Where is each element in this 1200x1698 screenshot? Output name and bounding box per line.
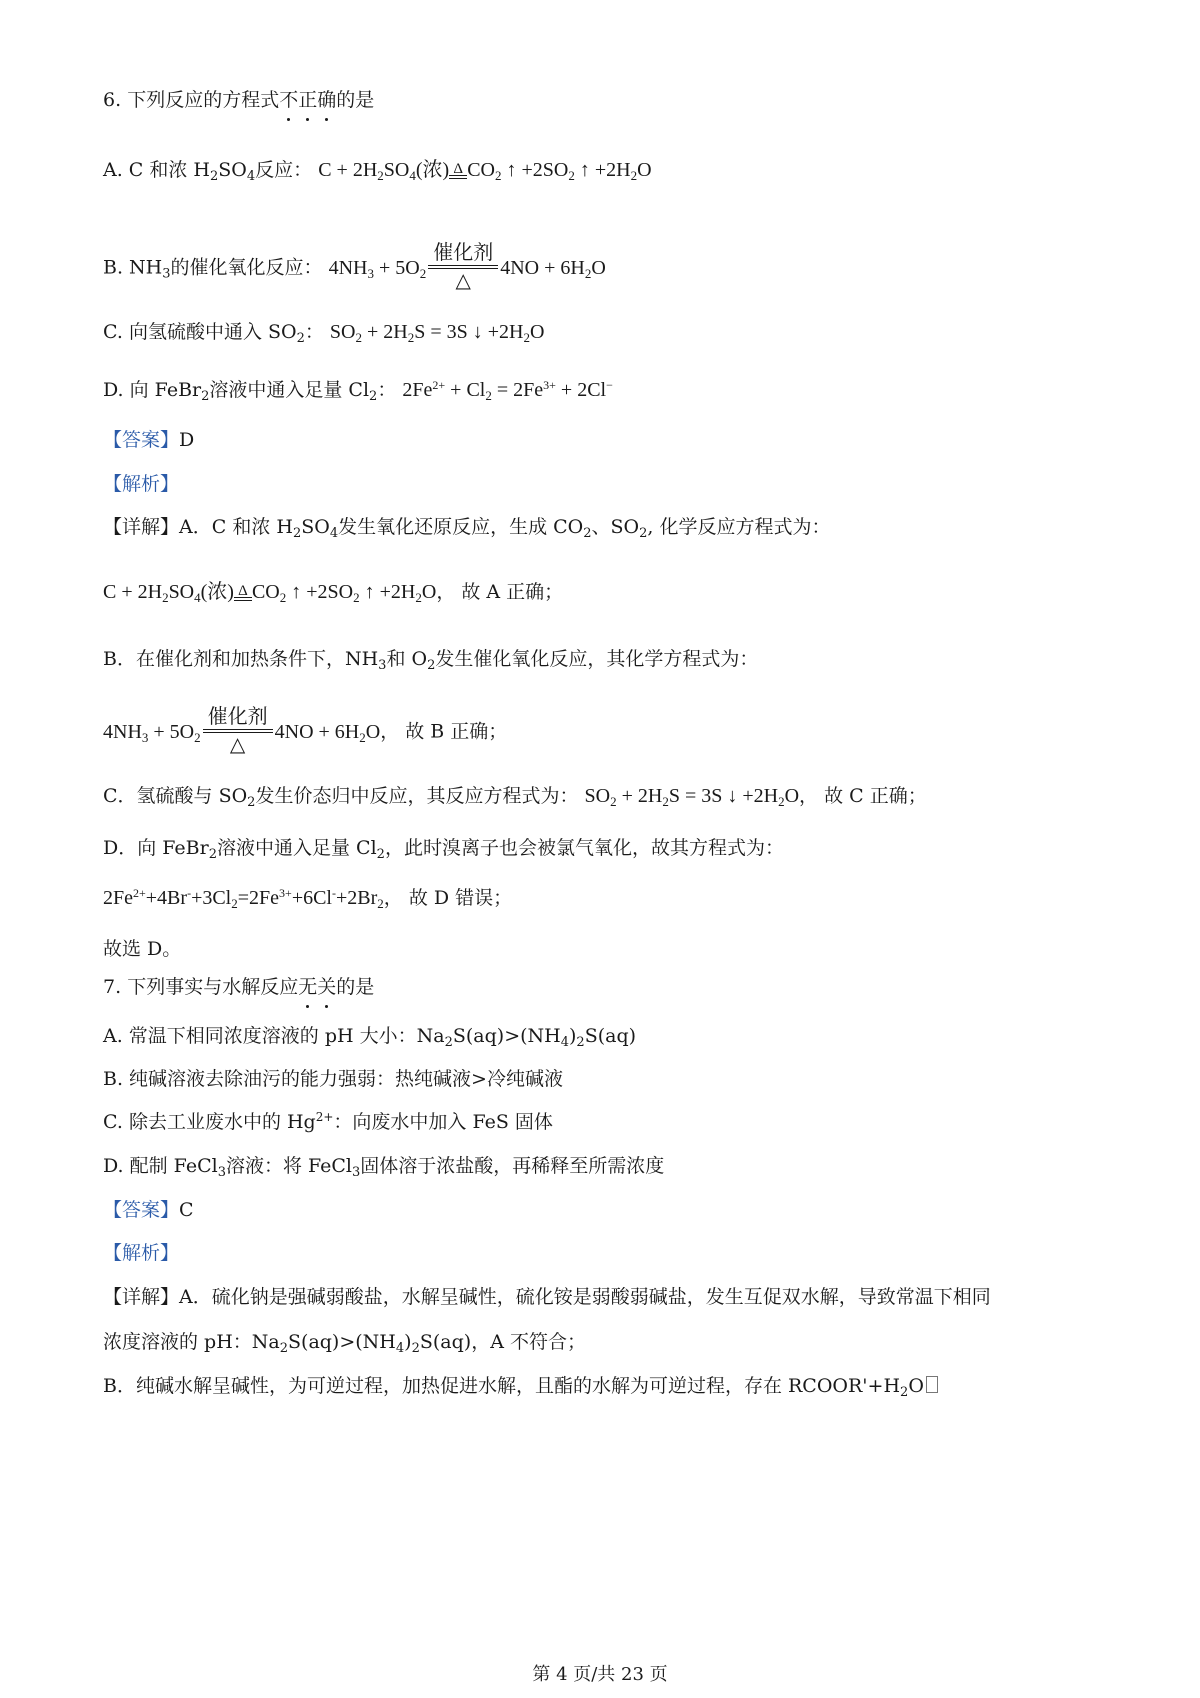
q6-stem-text-b: 的是 [336,89,375,111]
detail-d-3: ，此时溴离子也会被氯气氧化，故其方程式为： [384,837,784,859]
sup: 2+ [315,1110,334,1124]
missing-glyph-icon [926,1376,938,1393]
q6-analysis [103,470,179,498]
detail-a-5: , 化学反应方程式为： [647,516,831,538]
equation-a: $C + 2H_2SO_4$(浓) Δ $CO_2$ ↑ $+2SO_2$ ↑ $+2H_2O$ [318,159,652,183]
q7-stem-text-b: 的是 [336,976,375,998]
sub: 2 [639,526,648,541]
detail-a-end: ， 故 A 正确； [436,581,564,603]
sub: 2 [427,658,436,673]
q6-option-a-label: A. C 和浓 H [103,159,210,181]
detail-a-2: SO [301,516,330,538]
q6-option-d-label: D. 向 FeBr [103,379,202,401]
catalyst-condition: 催化剂 △ [203,706,273,756]
detail-b-2: 和 O [386,648,428,670]
q7-option-a-3: ) [569,1025,577,1047]
q6-detail-d-equation [103,884,512,912]
q6-option-a-tail: 反应： [255,159,313,181]
sub: 2 [296,331,305,346]
sub: 2 [247,795,256,810]
sub: 2 [279,1341,289,1356]
q7-option-c [103,1108,553,1136]
detail-c-end: ， 故 C 正确； [799,785,927,807]
q6-stem-text-a: 下列反应的方程式 [127,89,280,111]
heating-sign: Δ [234,585,252,601]
catalyst-condition: 催化剂 △ [428,242,498,292]
equation-b: $4NH_3 + 5O_2$ 催化剂 △ $4NO + 6H_2O$ [328,242,606,292]
equation-d: $2Fe^{2+} + Cl_2 = 2Fe^{3+} + 2Cl^-$ [402,378,613,403]
sub: 2 [576,1035,585,1050]
sub: 4 [395,1341,405,1356]
detail-b-end: ， 故 B 正确； [380,720,508,743]
q7-stem [103,973,374,1001]
q7-option-a-4: S(aq) [584,1025,637,1047]
q7-stem-text-a: 下列事实与水解反应 [127,976,299,998]
q7-detail-a-1: A．硫化钠是强碱弱酸盐，水解呈碱性，硫化铵是弱酸弱碱盐，发生互促双水解，导致常温下相同 [179,1286,991,1308]
sub: 2 [292,526,302,541]
q6-option-a-mid: SO [218,159,247,181]
q6-option-c-label: C. 向氢硫酸中通入 SO [103,321,297,343]
sub: 2 [900,1385,909,1400]
q6-detail-c [103,782,927,810]
detail-b-3: 发生催化氧化反应，其化学方程式为： [435,648,759,670]
q6-option-d [103,376,613,404]
equation-c-repeat: $SO_2 + 2H_2S = 3S$ ↓ $+2H_2O$ [584,785,800,809]
q6-emphasis-1: 不 [279,86,298,114]
q7-detail-b [103,1372,938,1400]
detail-a-3: 发生氧化还原反应，生成 CO [338,516,584,538]
detail-a-4: 、SO [591,516,640,538]
q6-option-b-tail: 的催化氧化反应： [170,256,323,279]
sub: 2 [583,526,592,541]
sub: 3 [162,266,171,282]
analysis-tag: 【解析】 [103,473,180,495]
q6-emphasis-2: 正 [298,86,317,114]
q7-option-d-1: D. 配制 FeCl [103,1155,218,1177]
q6-option-b-label: B. NH [103,256,163,279]
q7-option-c-2: ：向废水中加入 FeS 固体 [333,1111,553,1133]
q6-option-c [103,318,544,346]
sub: 2 [369,389,378,404]
detail-c-1: C．氢硫酸与 SO [103,785,248,807]
q7-option-b-text: B. 纯碱溶液去除油污的能力强弱：热纯碱液>冷纯碱液 [103,1068,563,1090]
answer-value: C [179,1199,194,1221]
analysis-tag: 【解析】 [103,1242,180,1264]
q6-detail-a-equation [103,578,563,606]
detail-b-1: B．在催化剂和加热条件下，NH [103,648,379,670]
q7-number: 7. [103,976,122,998]
q6-answer [103,426,194,454]
q7-detail-a-2: 浓度溶液的 pH：Na [103,1331,280,1353]
sub: 4 [329,526,339,541]
q7-option-d-2: 溶液：将 FeCl [225,1155,353,1177]
sub: 2 [411,1341,420,1356]
q7-answer [103,1196,194,1224]
q6-option-b [103,244,606,294]
q6-stem [103,86,374,114]
answer-tag: 【答案】 [103,1199,180,1221]
detail-tag: 【详解】 [103,516,180,538]
q7-option-c-1: C. 除去工业废水中的 Hg [103,1111,316,1133]
q7-option-a-2: S(aq)>(NH [452,1025,561,1047]
q7-analysis [103,1239,179,1267]
sub: 2 [201,389,210,404]
q6-emphasis-3: 确 [317,86,336,114]
q7-detail-a-4: ) [404,1331,412,1353]
detail-d-end: ， 故 D 错误； [383,887,513,909]
sub: 3 [217,1165,226,1180]
sub: 4 [560,1035,569,1050]
page-footer [0,1660,1200,1686]
page-number: 第 4 页/共 23 页 [532,1664,668,1685]
sub: 2 [210,169,219,184]
q6-option-d-mid: 溶液中通入足量 Cl [209,379,370,401]
answer-tag: 【答案】 [103,429,180,451]
sub: 2 [208,847,217,862]
q6-detail-b [103,645,758,673]
detail-c-2: 发生价态归中反应，其反应方程式为： [255,785,579,807]
sub: 3 [378,658,387,673]
q7-detail-a-cont [103,1328,586,1356]
q7-option-b [103,1065,563,1093]
q7-emphasis-2: 关 [317,973,336,1001]
heating-sign: Δ [449,163,467,179]
q6-option-d-tail: ： [377,379,397,401]
q6-number: 6. [103,89,122,111]
equation-b-repeat: $4NH_3 + 5O_2$ 催化剂 △ $4NO + 6H_2O$ [103,706,381,756]
q7-detail-a [103,1283,991,1311]
q6-option-c-tail: ： [304,321,324,343]
detail-d-1: D．向 FeBr [103,837,209,859]
answer-value: D [179,429,195,451]
q7-option-a [103,1022,636,1050]
detail-a-1: A．C 和浓 H [179,516,293,538]
sub: 2 [444,1035,453,1050]
q7-option-d-3: 固体溶于浓盐酸，再稀释至所需浓度 [360,1155,665,1177]
conclusion-text: 故选 D。 [103,938,182,960]
equation-d-full: $2Fe^{2+}+4Br^-+3Cl_2=2Fe^{3+}+6Cl^-+2Br_2$ [103,886,384,911]
q7-detail-b-1: B．纯碱水解呈碱性，为可逆过程，加热促进水解，且酯的水解为可逆过程，存在 RCOOR'+H [103,1375,901,1397]
q6-detail-d [103,834,784,862]
q7-detail-a-5: S(aq)，A 不符合； [419,1331,586,1353]
equation-a-repeat: $C + 2H_2SO_4$(浓) Δ $CO_2$ ↑ $+2SO_2$ ↑ $+2H_2O$ [103,581,437,605]
q6-detail-b-equation [103,708,507,758]
equation-c: $SO_2 + 2H_2S = 3S$ ↓ $+2H_2O$ [329,321,545,345]
sub: 2 [376,847,385,862]
q7-emphasis-1: 无 [298,973,317,1001]
q6-conclusion [103,935,181,963]
q6-detail-a [103,513,831,541]
detail-tag: 【详解】 [103,1286,180,1308]
q7-option-d [103,1152,664,1180]
detail-d-2: 溶液中通入足量 Cl [217,837,377,859]
q7-detail-a-3: S(aq)>(NH [288,1331,396,1353]
sub: 4 [246,169,256,184]
q7-detail-b-2: O [908,1375,924,1397]
q7-option-a-1: A. 常温下相同浓度溶液的 pH 大小：Na [103,1025,445,1047]
sub: 3 [352,1165,361,1180]
q6-option-a [103,156,652,184]
